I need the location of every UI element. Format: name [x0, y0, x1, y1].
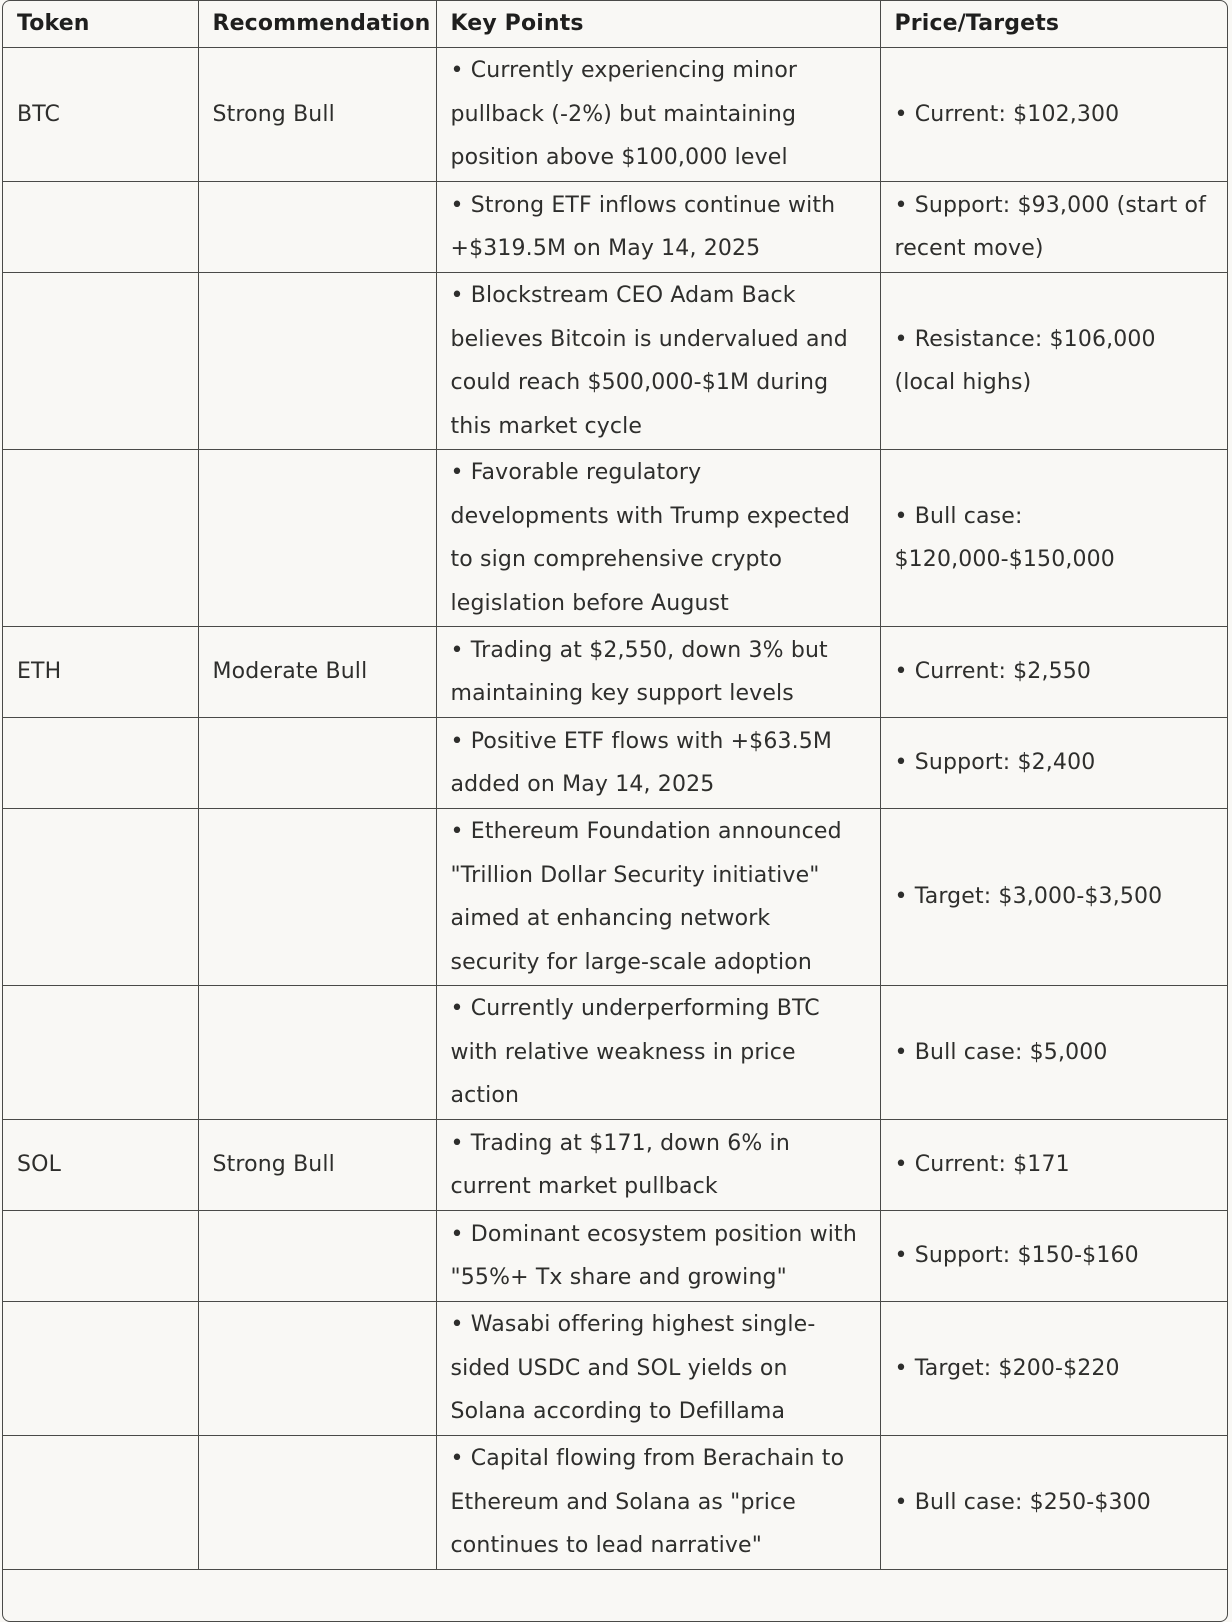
- table-row: [3, 1120, 1227, 1211]
- token-cell: [3, 450, 198, 627]
- table-row: [3, 986, 1227, 1120]
- table-row: [3, 273, 1227, 450]
- key-point-cell: • Trading at $171, down 6% in current market pullback: [436, 1120, 880, 1211]
- price-target-cell: • Target: $200-$220: [880, 1302, 1227, 1436]
- header-key-points: Key Points: [436, 1, 880, 48]
- table-row: [3, 718, 1227, 809]
- token-cell: [3, 809, 198, 986]
- recommendation-cell: [198, 1211, 436, 1302]
- key-point-cell: • Strong ETF inflows continue with +$319.5M on May 14, 2025: [436, 182, 880, 273]
- token-cell: ETH: [3, 627, 198, 718]
- recommendation-cell: [198, 273, 436, 450]
- key-point-cell: • Currently underperforming BTC with relative weakness in price action: [436, 986, 880, 1120]
- key-point-cell: • Wasabi offering highest single-sided USDC and SOL yields on Solana according to Defillama: [436, 1302, 880, 1436]
- key-point-cell: • Capital flowing from Berachain to Ethereum and Solana as "price continues to lead narrative": [436, 1436, 880, 1570]
- price-target-cell: • Resistance: $106,000 (local highs): [880, 273, 1227, 450]
- price-target-cell: • Support: $2,400: [880, 718, 1227, 809]
- table-row: [3, 809, 1227, 986]
- key-point-cell: • Currently experiencing minor pullback (-2%) but maintaining position above $100,000 level: [436, 48, 880, 182]
- token-cell: [3, 182, 198, 273]
- table-row: [3, 627, 1227, 718]
- table-row: [3, 1211, 1227, 1302]
- token-cell: [3, 1436, 198, 1570]
- recommendation-cell: Strong Bull: [198, 48, 436, 182]
- price-target-cell: • Support: $150-$160: [880, 1211, 1227, 1302]
- key-point-cell: • Trading at $2,550, down 3% but maintaining key support levels: [436, 627, 880, 718]
- table-row: [3, 1302, 1227, 1436]
- recommendation-cell: Strong Bull: [198, 1120, 436, 1211]
- price-target-cell: • Bull case: $5,000: [880, 986, 1227, 1120]
- header-price-targets: Price/Targets: [880, 1, 1227, 48]
- token-recommendation-table: [3, 1, 1227, 1570]
- token-cell: [3, 718, 198, 809]
- price-target-cell: • Current: $171: [880, 1120, 1227, 1211]
- token-cell: BTC: [3, 48, 198, 182]
- recommendation-cell: [198, 809, 436, 986]
- key-point-cell: • Dominant ecosystem position with "55%+ Tx share and growing": [436, 1211, 880, 1302]
- recommendation-cell: [198, 986, 436, 1120]
- table-row: [3, 182, 1227, 273]
- token-cell: SOL: [3, 1120, 198, 1211]
- recommendation-cell: Moderate Bull: [198, 627, 436, 718]
- recommendation-cell: [198, 182, 436, 273]
- key-point-cell: • Blockstream CEO Adam Back believes Bitcoin is undervalued and could reach $500,000-$1M during this market cycle: [436, 273, 880, 450]
- key-point-cell: • Favorable regulatory developments with Trump expected to sign comprehensive crypto legislation before August: [436, 450, 880, 627]
- table-row: [3, 48, 1227, 182]
- header-recommendation: Recommendation: [198, 1, 436, 48]
- recommendation-cell: [198, 1436, 436, 1570]
- table-row: [3, 1436, 1227, 1570]
- price-target-cell: • Current: $2,550: [880, 627, 1227, 718]
- table-row: [3, 450, 1227, 627]
- recommendation-cell: [198, 718, 436, 809]
- price-target-cell: • Target: $3,000-$3,500: [880, 809, 1227, 986]
- token-cell: [3, 1211, 198, 1302]
- key-point-cell: • Ethereum Foundation announced "Trillion Dollar Security initiative" aimed at enhancing network security for large-scale adoption: [436, 809, 880, 986]
- recommendation-cell: [198, 1302, 436, 1436]
- token-recommendation-table-container: [2, 0, 1228, 1622]
- key-point-cell: • Positive ETF flows with +$63.5M added on May 14, 2025: [436, 718, 880, 809]
- price-target-cell: • Support: $93,000 (start of recent move): [880, 182, 1227, 273]
- token-cell: [3, 273, 198, 450]
- header-token: Token: [3, 1, 198, 48]
- recommendation-cell: [198, 450, 436, 627]
- price-target-cell: • Bull case: $120,000-$150,000: [880, 450, 1227, 627]
- token-cell: [3, 1302, 198, 1436]
- price-target-cell: • Bull case: $250-$300: [880, 1436, 1227, 1570]
- token-cell: [3, 986, 198, 1120]
- header-row: [3, 1, 1227, 48]
- price-target-cell: • Current: $102,300: [880, 48, 1227, 182]
